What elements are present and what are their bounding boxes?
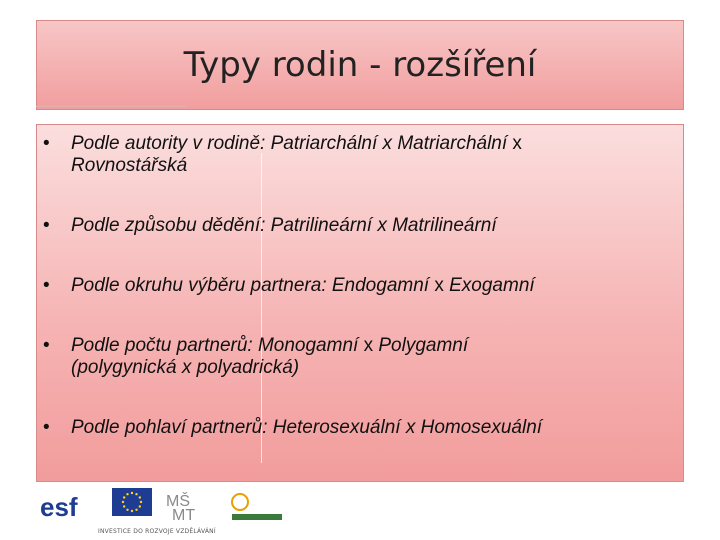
eu-stars-icon: [112, 488, 152, 516]
msmt-logo-graphic: [166, 488, 226, 528]
bullet-text-part: (polygynická x polyadrická): [71, 357, 300, 378]
bullet-text-part: Podle pohlaví partnerů: Heterosexuální x Homosexuální: [71, 417, 543, 438]
svg-text:MŠ: MŠ: [166, 493, 190, 510]
bullet-dot: •: [43, 275, 50, 296]
bullet-text: [71, 133, 651, 177]
footer-logos: [40, 488, 640, 538]
op-vk-logo-graphic: [228, 488, 288, 528]
footer-caption: INVESTICE DO ROZVOJE VZDĚLÁVÁNÍ: [98, 528, 216, 535]
title-box: [36, 20, 684, 110]
esf-logo: [40, 488, 102, 528]
bullet-dot: •: [43, 215, 50, 236]
esf-logo-graphic: [40, 488, 102, 528]
eu-flag-logo: [112, 488, 152, 516]
bullet-text-part: x: [363, 335, 379, 356]
bullet-text: [71, 215, 651, 237]
svg-text:MT: MT: [172, 507, 196, 524]
bullet-text-part: x: [507, 133, 522, 154]
bullet-text: [71, 275, 651, 297]
bullet-text-part: Podle okruhu výběru partnera: Endogamní: [71, 275, 430, 296]
page-title: Typy rodin - rozšíření: [183, 45, 537, 85]
bullet-dot: •: [43, 335, 50, 356]
bullet-dot: •: [43, 133, 50, 154]
bullet-text: [71, 417, 651, 439]
bullet-text-part: Podle způsobu dědění: Patrilineární x Matrilineární: [71, 215, 497, 236]
svg-text:esf: esf: [40, 492, 78, 522]
bullet-dot: •: [43, 417, 50, 438]
bullet-text-part: Polygamní: [378, 335, 469, 356]
bullet-text-part: Podle počtu partnerů: Monogamní: [71, 335, 364, 356]
op-vk-logo: [228, 488, 288, 528]
bullet-text-part: Podle autority v rodině: Patriarchální x Matriarchální: [71, 133, 508, 154]
title-underline: [36, 106, 186, 107]
content-box: [36, 124, 684, 482]
bullet-text-part: x: [429, 275, 450, 296]
bullet-text-part: Rovnostářská: [71, 155, 188, 176]
bullet-text: [71, 335, 651, 379]
bullet-text-part: Exogamní: [449, 275, 535, 296]
